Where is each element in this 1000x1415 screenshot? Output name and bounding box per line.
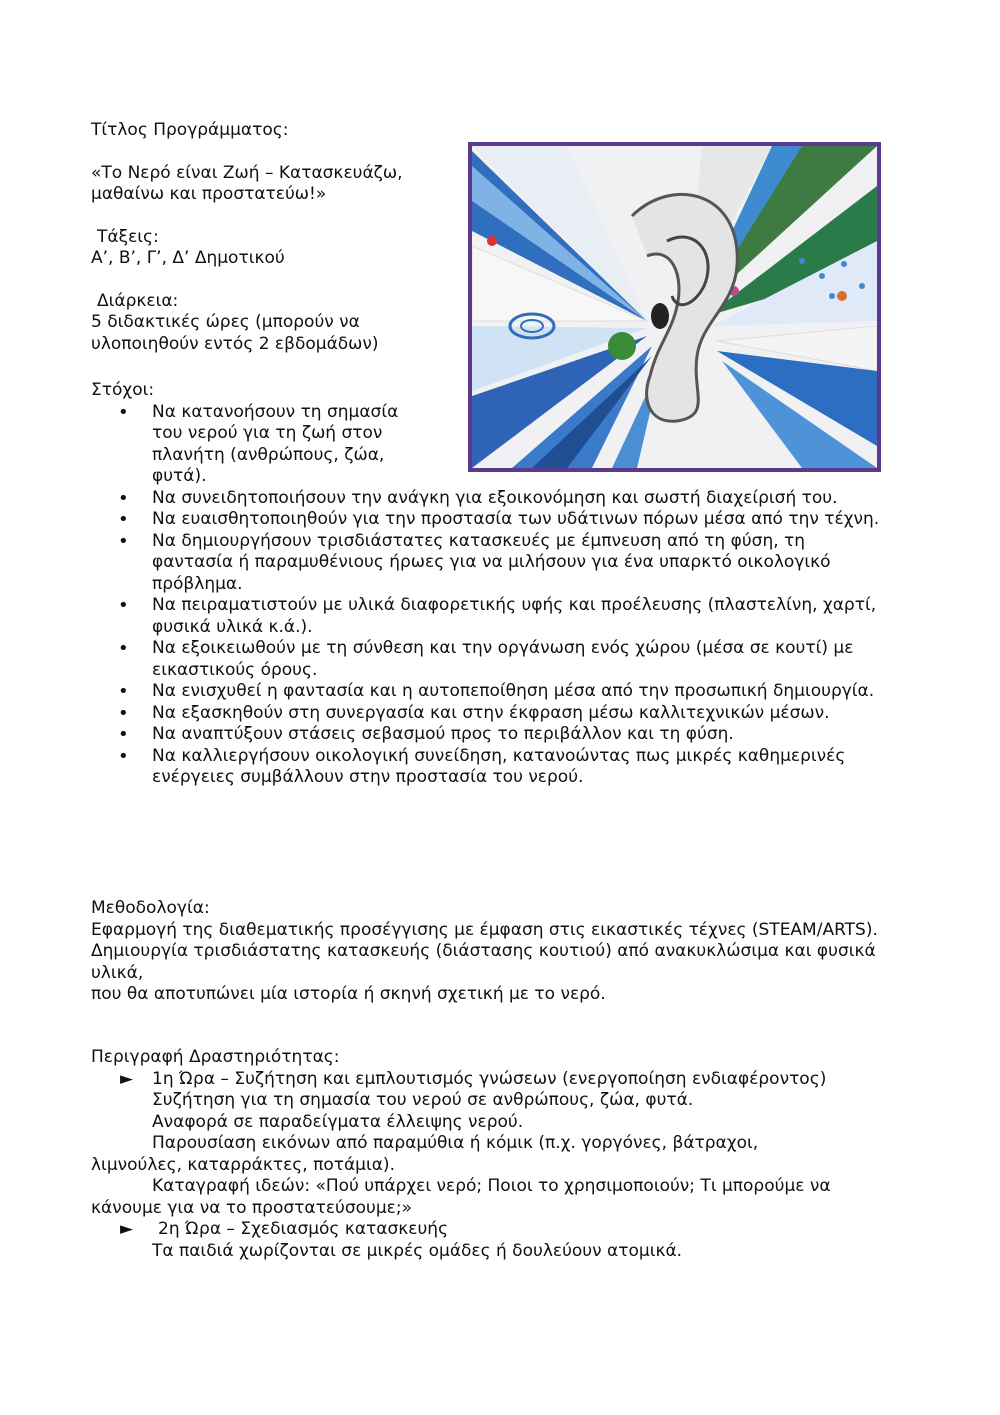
duration-label: Διάρκεια:: [97, 290, 179, 311]
goal-item: • Να δημιουργήσουν τρισδιάστατες κατασκευές με έμπνευση από τη φύση, τη φαντασία ή παραμυθένιους ήρωες για να μιλήσουν για ένα υπαρκτό οικολογικό πρόβλημα.: [91, 531, 881, 596]
methodology-label: Μεθοδολογία:: [91, 898, 210, 918]
classes-label: Τάξεις:: [97, 226, 159, 247]
duration-line1: 5 διδακτικές ώρες (μπορούν να: [91, 312, 360, 332]
hour1-line2: Αναφορά σε παραδείγματα έλλειψης νερού.: [152, 1111, 524, 1132]
goal-item: • Να ενισχυθεί η φαντασία και η αυτοπεποίθηση μέσα από την προσωπική δημιουργία.: [91, 681, 881, 703]
duration-line2: υλοποιηθούν εντός 2 εβδομάδων): [91, 333, 379, 354]
goals-section: [91, 380, 881, 789]
goal-item: • Να καλλιεργήσουν οικολογική συνείδηση, κατανοώντας πως μικρές καθημερινές ενέργειες συμβάλλουν στην προστασία του νερού.: [91, 746, 881, 789]
goals-label: Στόχοι:: [91, 380, 155, 400]
arrow-bullet-icon: ►: [120, 1219, 134, 1239]
goal-item: • Να κατανοήσουν τη σημασία του νερού για τη ζωή στον πλανήτη (ανθρώπους, ζώα, φυτά).: [91, 402, 422, 488]
title-label: Τίτλος Προγράμματος:: [91, 120, 289, 140]
goal-item: • Να πειραματιστούν με υλικά διαφορετικής υφής και προέλευσης (πλαστελίνη, χαρτί, φυσικά υλικά κ.ά.).: [91, 595, 881, 638]
hour2-item: [91, 1219, 881, 1241]
methodology-p3: που θα αποτυπώνει μία ιστορία ή σκηνή σχετική με το νερό.: [91, 984, 606, 1004]
goals-list: [91, 402, 881, 789]
goal-item: • Να αναπτύξουν στάσεις σεβασμού προς το περιβάλλον και τη φύση.: [91, 724, 881, 746]
program-title-line2: μαθαίνω και προστατεύω!»: [91, 184, 327, 204]
hour1-line4: Καταγραφή ιδεών: «Πού υπάρχει νερό; Ποιοι το χρησιμοποιούν; Τι μπορούμε να κάνουμε για να το προστατεύσουμε;»: [91, 1176, 831, 1218]
methodology-p1: Εφαρμογή της διαθεματικής προσέγγισης με έμφαση στις εικαστικές τέχνες (STEAM/ARTS).: [91, 919, 878, 940]
goal-item: • Να εξασκηθούν στη συνεργασία και στην έκφραση μέσω καλλιτεχνικών μέσων.: [91, 703, 881, 725]
goal-item: • Να ευαισθητοποιηθούν για την προστασία των υδάτινων πόρων μέσα από την τέχνη.: [91, 509, 881, 531]
hour1-item: [91, 1069, 832, 1091]
program-title-line1: «Το Νερό είναι Ζωή – Κατασκευάζω,: [91, 162, 403, 183]
hour1-line1: Συζήτηση για τη σημασία του νερού σε ανθρώπους, ζώα, φυτά.: [152, 1090, 694, 1110]
hour2-line1: Τα παιδιά χωρίζονται σε μικρές ομάδες ή δουλεύουν ατομικά.: [152, 1240, 683, 1261]
hour1-title: 1η Ώρα – Συζήτηση και εμπλουτισμός γνώσεων (ενεργοποίηση ενδιαφέροντος): [152, 1068, 827, 1089]
hour2-title: 2η Ώρα – Σχεδιασμός κατασκευής: [158, 1219, 449, 1239]
methodology-p2: Δημιουργία τρισδιάστατης κατασκευής (διάστασης κουτιού) από ανακυκλώσιμα και φυσικά υλικά,: [91, 941, 876, 983]
activity-section: [91, 1047, 881, 1262]
arrow-bullet-icon: ►: [120, 1068, 134, 1089]
hour1-line3: Παρουσίαση εικόνων από παραμύθια ή κόμικ (π.χ. γοργόνες, βάτραχοι, λιμνούλες, καταρράκτες, ποτάμια).: [91, 1133, 759, 1175]
program-header: [91, 120, 451, 355]
goal-item: • Να εξοικειωθούν με τη σύνθεση και την οργάνωση ενός χώρου (μέσα σε κουτί) με εικαστικούς όρους.: [91, 638, 881, 681]
classes-value: Α’, Β’, Γ’, Δ’ Δημοτικού: [91, 248, 285, 268]
methodology-section: [91, 898, 881, 1006]
activity-label: Περιγραφή Δραστηριότητας:: [91, 1047, 340, 1067]
goal-item: • Να συνειδητοποιήσουν την ανάγκη για εξοικονόμηση και σωστή διαχείρισή του.: [91, 488, 881, 510]
